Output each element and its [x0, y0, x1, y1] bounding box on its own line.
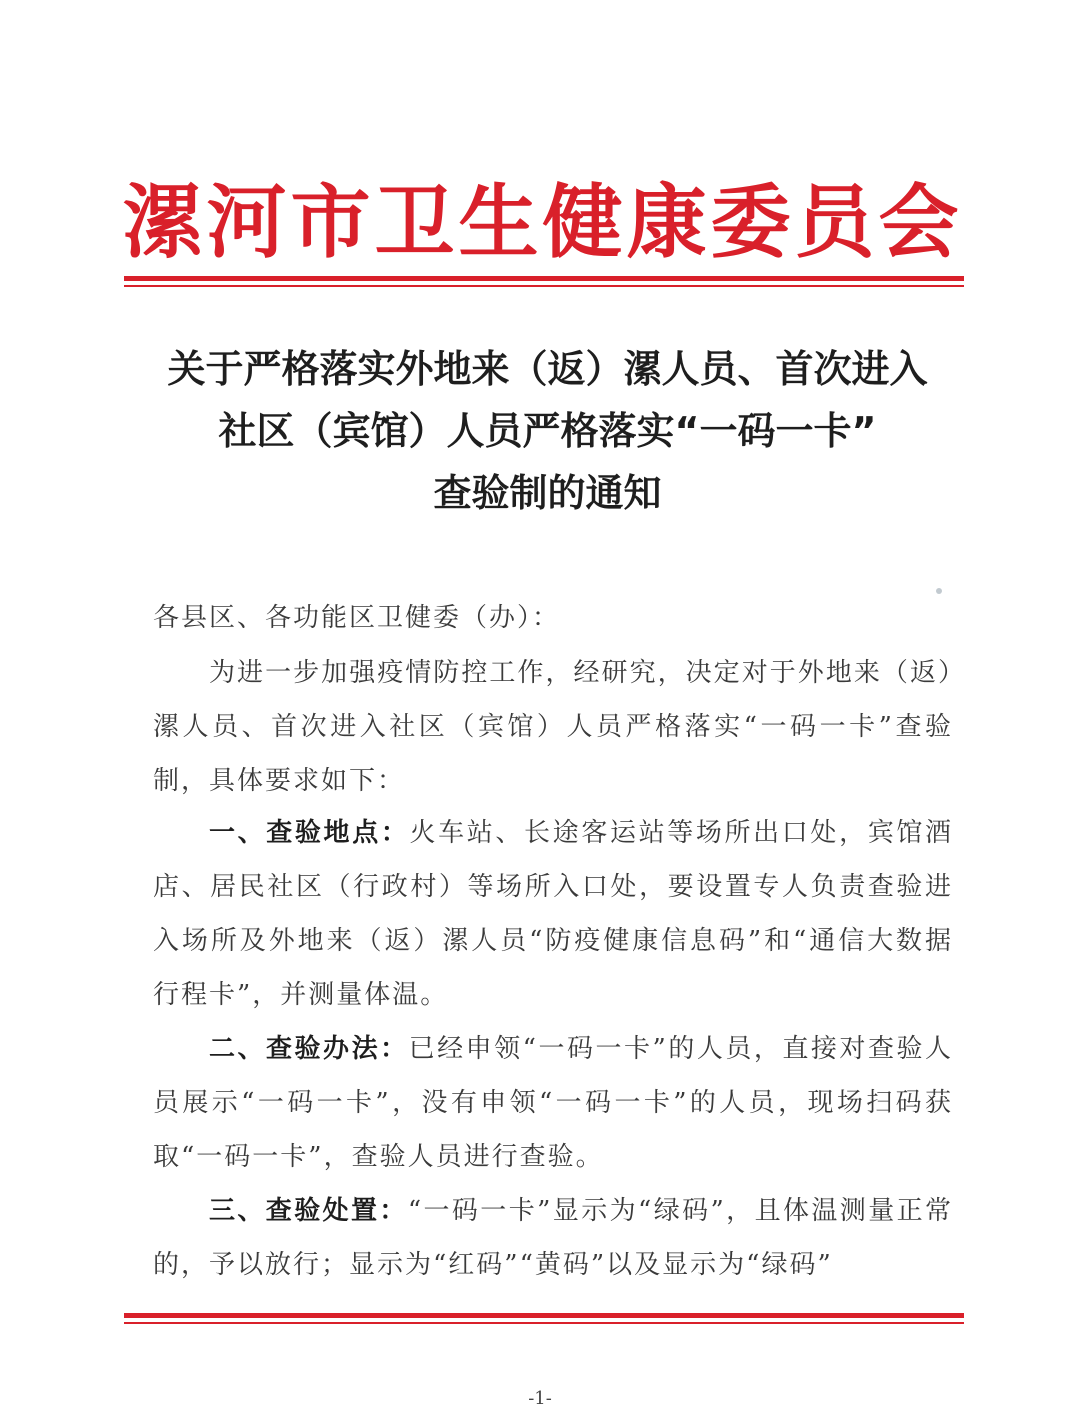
salutation: 各县区、各功能区卫健委（办）：: [153, 603, 561, 633]
section-inspection-location: [153, 806, 953, 1022]
footer-divider-thin: [124, 1322, 964, 1324]
section-inspection-method: [153, 1022, 953, 1184]
page-number: -1-: [528, 1388, 552, 1409]
section-inspection-disposal: [153, 1184, 953, 1292]
masthead-divider-thin: [124, 285, 964, 287]
section-heading: 二、查验办法：: [209, 1034, 409, 1064]
masthead-divider-thick: [124, 276, 964, 281]
section-heading: 一、查验地点：: [209, 818, 410, 848]
footer-divider-thick: [124, 1313, 964, 1318]
title-line-1: 关于严格落实外地来（返）漯人员、首次进入: [167, 347, 928, 391]
title-line-3: 查验制的通知: [433, 471, 662, 515]
section-text: 火车站、长途客运站等场所出口处，宾馆酒店、居民社区（行政村）等场所入口处，要设置专人负责查验进入场所及外地来（返）漯人员“防疫健康信息码”和“通信大数据行程卡”，并测量体温。: [153, 818, 953, 1010]
document-title: [120, 338, 975, 524]
section-text: 已经申领“一码一卡”的人员，直接对查验人员展示“一码一卡”，没有申领“一码一卡”的人员，现场扫码获取“一码一卡”，查验人员进行查验。: [153, 1034, 953, 1172]
intro-paragraph: 为进一步加强疫情防控工作，经研究，决定对于外地来（返）漯人员、首次进入社区（宾馆）人员严格落实“一码一卡”查验制，具体要求如下：: [153, 658, 953, 796]
scan-speck: [936, 588, 942, 594]
masthead-title: 漯河市卫生健康委员会: [122, 175, 963, 269]
section-text: “一码一卡”显示为“绿码”，且体温测量正常的，予以放行；显示为“红码”“黄码”以及显示为“绿码”: [153, 1196, 953, 1280]
section-heading: 三、查验处置：: [209, 1196, 408, 1226]
title-line-2: 社区（宾馆）人员严格落实“一码一卡”: [218, 409, 877, 453]
